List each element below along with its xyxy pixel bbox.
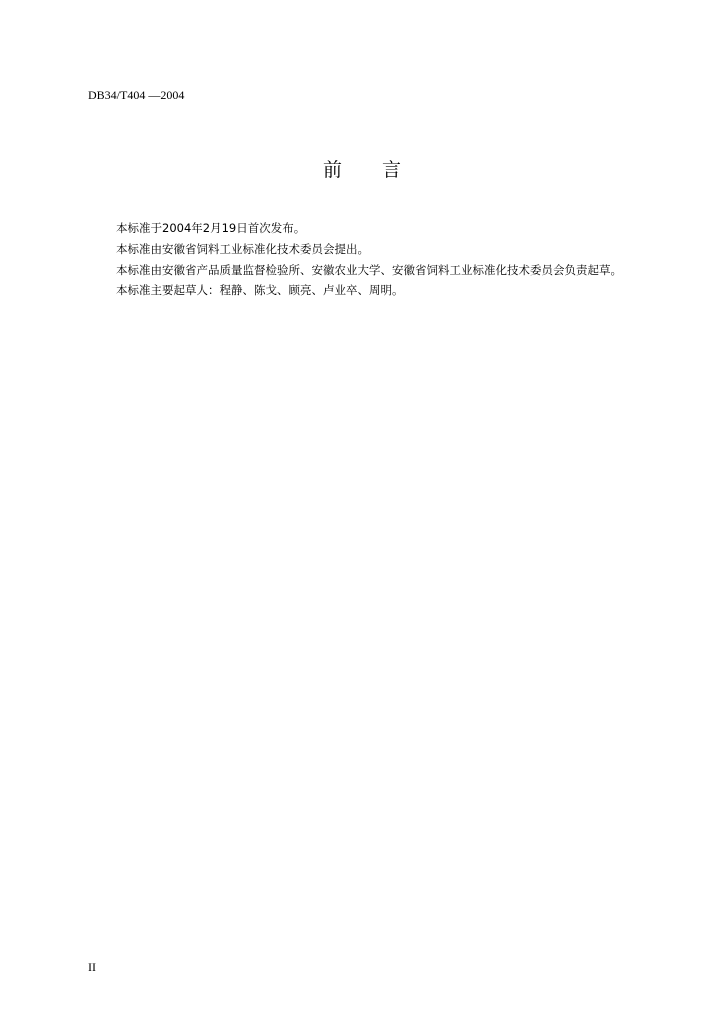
foreword-body bbox=[116, 218, 696, 301]
section-title bbox=[0, 155, 724, 182]
paragraph-proposer: 本标准由安徽省饲料工业标准化技术委员会提出。 bbox=[116, 241, 369, 256]
title-char-2: 言 bbox=[382, 159, 402, 181]
paragraph-release-date: 本标准于2004年2月19日首次发布。 bbox=[116, 221, 306, 235]
document-code-header: DB34/T404 —2004 bbox=[88, 88, 185, 102]
title-char-1: 前 bbox=[322, 159, 342, 181]
paragraph-drafters: 本标准主要起草人：程静、陈戈、顾亮、卢业卒、周明。 bbox=[116, 283, 404, 298]
paragraph-drafting-units: 本标准由安徽省产品质量监督检验所、安徽农业大学、安徽省饲料工业标准化技术委员会负责起草。 bbox=[116, 262, 622, 277]
page-number: II bbox=[88, 960, 96, 974]
